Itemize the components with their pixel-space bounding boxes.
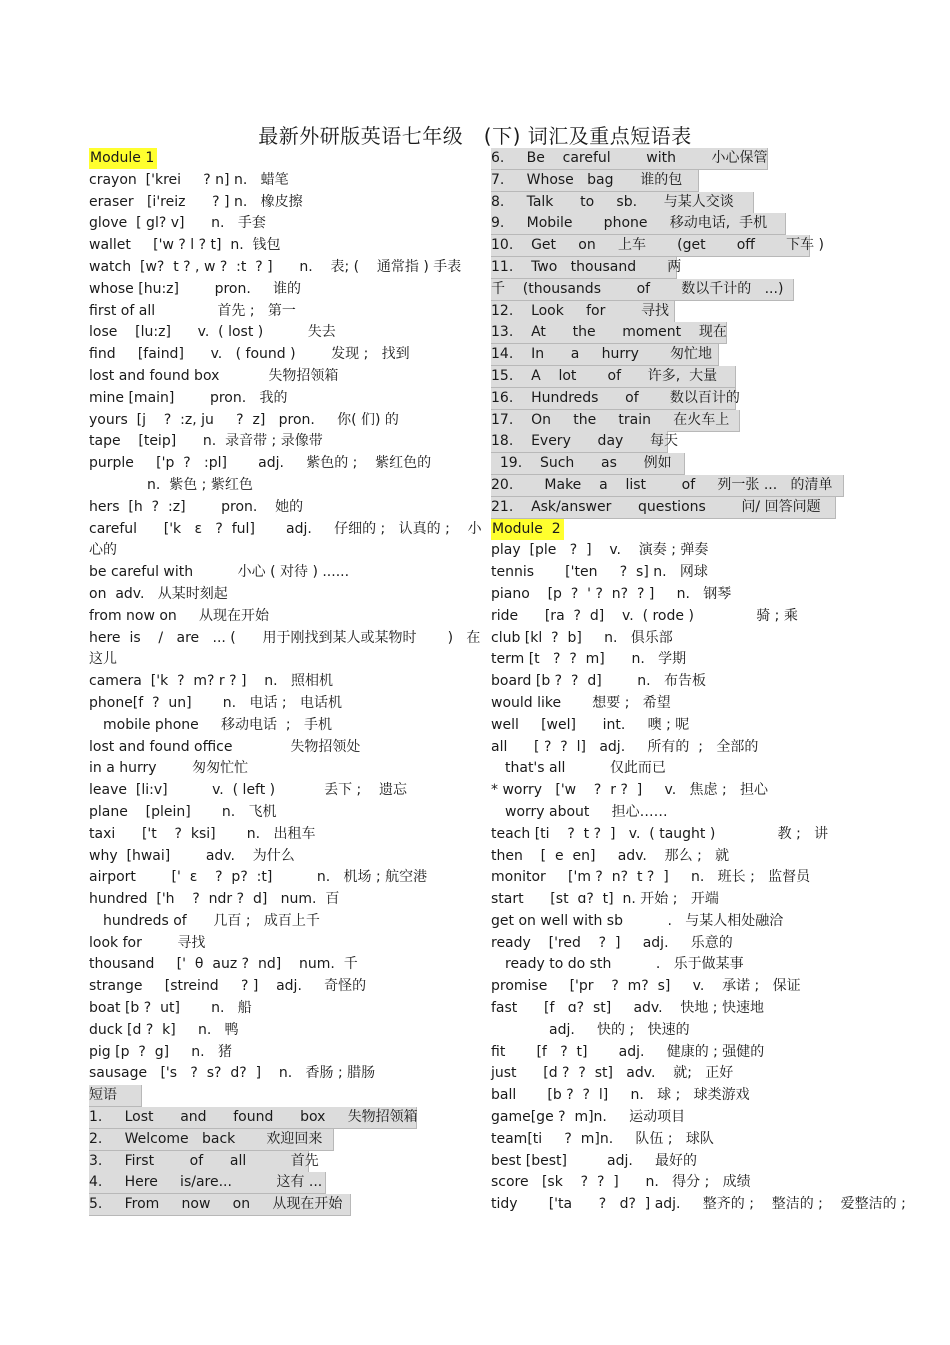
vocab-line [89, 366, 459, 388]
vocab-line [89, 301, 459, 323]
vocab-line [491, 954, 871, 976]
vocab-line [89, 344, 459, 366]
vocab-line-text: that's all 仅此而已 [505, 760, 666, 777]
module-heading: Module 2 [491, 519, 564, 540]
vocab-line-text: be careful with 小心 ( 对待 ) ...... [89, 564, 350, 581]
vocab-line-text: yours [j ? :z, ju ? z] pron. 你( 们) 的 [89, 411, 399, 428]
vocab-line [89, 998, 459, 1020]
vocab-line [89, 497, 459, 519]
vocab-line-text: teach [ti ? t ? ] v. ( taught ) 教 ; 讲 [491, 825, 829, 842]
right-column [491, 148, 906, 1216]
vocab-line [89, 628, 481, 650]
phrase-item: 短语 [89, 1085, 142, 1107]
phrase-item: 17. On the train 在火车上 [491, 410, 740, 432]
vocab-line [491, 1085, 871, 1107]
vocab-line-text: crayon ['krei ? n] n. 蜡笔 [89, 171, 289, 188]
vocab-line [491, 235, 871, 257]
vocab-line [491, 737, 871, 759]
vocab-line [89, 802, 459, 824]
vocab-line [89, 737, 459, 759]
vocab-line-text: get on well with sb . 与某人相处融洽 [491, 912, 784, 929]
vocab-line [89, 322, 459, 344]
vocab-line-text: best [best] adj. 最好的 [491, 1152, 698, 1169]
vocab-line [491, 344, 871, 366]
vocab-line-text: ready ['red ? ] adj. 乐意的 [491, 934, 733, 951]
vocab-line-text: tidy ['ta ? d? ] adj. 整齐的 ; 整洁的 ; 爱整洁的 ; [491, 1196, 906, 1213]
vocab-line-text: purple ['p ? :pl] adj. 紫色的 ; 紫红色的 [89, 455, 432, 472]
vocab-line [89, 584, 459, 606]
vocab-line [491, 279, 871, 301]
vocab-line [491, 933, 871, 955]
vocab-line [89, 519, 482, 541]
vocab-line [491, 519, 871, 541]
vocab-line [89, 671, 459, 693]
vocab-line [491, 1020, 871, 1042]
vocab-line-text: leave [li:v] v. ( left ) 丢下 ; 遗忘 [89, 782, 408, 799]
vocab-line [491, 649, 871, 671]
vocab-line-text: fast [f ɑ? st] adv. 快地 ; 快速地 [491, 1000, 764, 1017]
vocab-line [491, 824, 871, 846]
vocab-line-text: thousand [' θ auz ? nd] num. 千 [89, 956, 358, 973]
vocab-line [491, 1063, 871, 1085]
vocab-line [491, 540, 871, 562]
vocab-line [491, 802, 871, 824]
vocab-line [491, 213, 871, 235]
vocab-line [491, 1194, 906, 1216]
vocab-line [491, 301, 871, 323]
vocab-line-text: strange [streind ? ] adj. 奇怪的 [89, 978, 367, 995]
vocab-line-text: piano [p ? ' ? n? ? ] n. 钢琴 [491, 585, 732, 602]
vocab-line-text: tape [teip] n. 录音带 ; 录像带 [89, 433, 323, 450]
phrase-item: 9. Mobile phone 移动电话, 手机 [491, 213, 786, 235]
vocab-line [89, 1129, 459, 1151]
vocab-line-text: well [wel] int. 噢 ; 呢 [491, 716, 690, 733]
vocab-line-text: ball [b ? ? l] n. 球 ; 球类游戏 [491, 1087, 750, 1104]
vocab-line [491, 1151, 871, 1173]
vocab-line [491, 606, 871, 628]
vocab-line-text: * worry ['w ? r ? ] v. 焦虑 ; 担心 [491, 782, 769, 799]
vocab-line [89, 976, 459, 998]
vocab-line [89, 758, 459, 780]
vocab-line-text: start [st ɑ? t] n. 开始 ; 开端 [491, 891, 719, 908]
vocab-line-text: promise ['pr ? m? s] v. 承诺 ; 保证 [491, 978, 801, 995]
vocab-line [491, 366, 871, 388]
vocab-line [491, 1129, 871, 1151]
vocab-line-text: boat [b ? ut] n. 船 [89, 1000, 252, 1017]
vocab-line-text: eraser [i'reiz ? ] n. 橡皮擦 [89, 193, 303, 210]
vocab-line-text: ride [ra ? d] v. ( rode ) 骑 ; 乘 [491, 607, 798, 624]
vocab-line [89, 1063, 459, 1085]
vocab-line [89, 846, 459, 868]
vocab-line-text: club [kl ? b] n. 俱乐部 [491, 629, 673, 646]
vocab-line [89, 431, 459, 453]
vocab-line [89, 824, 459, 846]
vocab-line [89, 453, 459, 475]
vocab-line [89, 148, 459, 170]
vocab-line [491, 628, 871, 650]
vocab-line [89, 540, 459, 562]
vocab-line-text: plane [plein] n. 飞机 [89, 803, 277, 820]
vocab-line-text: hers [h ? :z] pron. 她的 [89, 498, 304, 515]
phrase-item: 13. At the moment 现在 [491, 322, 727, 344]
vocab-line-text: would like 想要 ; 希望 [491, 694, 671, 711]
vocab-line [491, 671, 871, 693]
vocab-line [491, 584, 871, 606]
vocab-line [89, 1020, 459, 1042]
vocab-line [491, 192, 871, 214]
vocab-line-text: duck [d ? k] n. 鸭 [89, 1021, 239, 1038]
vocab-line [89, 192, 459, 214]
vocab-line [89, 1107, 459, 1129]
vocab-line [491, 410, 871, 432]
vocab-line [89, 279, 459, 301]
phrase-item: 10. Get on 上车 (get off 下车 ) [491, 235, 810, 257]
vocab-line [89, 715, 459, 737]
vocab-line-text: here is / are ... ( 用于刚找到某人或某物时 ) 在 [89, 629, 481, 646]
vocab-line [89, 911, 459, 933]
phrase-item: 千 (thousands of 数以千计的 ...) [491, 279, 794, 301]
vocab-line-text: look for 寻找 [89, 934, 206, 951]
vocab-line [491, 453, 871, 475]
page-title: 最新外研版英语七年级 (下) 词汇及重点短语表 [258, 124, 692, 148]
vocab-line-text: hundreds of 几百 ; 成百上千 [103, 912, 320, 929]
vocab-line [89, 235, 459, 257]
vocab-line-text: why [hwai] adv. 为什么 [89, 847, 295, 864]
vocab-line [491, 562, 871, 584]
phrase-item: 20. Make a list of 列一张 ... 的清单 [491, 475, 844, 497]
phrase-item: 15. A lot of 许多, 大量 [491, 366, 736, 388]
vocab-line [491, 867, 871, 889]
vocab-line-text: glove [ gl? v] n. 手套 [89, 215, 266, 232]
vocab-line [89, 1042, 459, 1064]
module-heading: Module 1 [89, 148, 157, 169]
vocab-line-text: play [ple ? ] v. 演奏 ; 弹奏 [491, 542, 709, 559]
vocab-line [89, 867, 459, 889]
vocab-line-text: 心的 [89, 542, 117, 559]
phrase-item: 19. Such as 例如 [491, 453, 685, 475]
vocab-line-text: airport [' ε ? p? :t] n. 机场 ; 航空港 [89, 869, 428, 886]
vocab-line-text: team[ti ? m]n. 队伍 ; 球队 [491, 1130, 714, 1147]
vocab-line-text: then [ e en] adv. 那么 ; 就 [491, 847, 730, 864]
vocab-line-text: from now on 从现在开始 [89, 607, 270, 624]
vocab-line-text: lost and found box 失物招领箱 [89, 367, 339, 384]
vocab-line-text: 这儿 [89, 651, 117, 668]
phrase-item: 14. In a hurry 匆忙地 [491, 344, 719, 366]
vocab-line [491, 257, 871, 279]
vocab-line [491, 693, 871, 715]
vocab-line-text: tennis ['ten ? s] n. 网球 [491, 564, 708, 581]
vocab-line [491, 1042, 871, 1064]
vocab-line [89, 889, 459, 911]
phrase-item: 21. Ask/answer questions 问/ 回答问题 [491, 497, 836, 519]
vocab-line-text: all [ ? ? l] adj. 所有的 ; 全部的 [491, 738, 759, 755]
phrase-item: 16. Hundreds of 数以百计的 [491, 388, 736, 410]
vocab-line [89, 1172, 459, 1194]
vocab-line [491, 431, 871, 453]
phrase-item: 12. Look for 寻找 [491, 301, 675, 323]
vocab-line [89, 562, 459, 584]
phrase-item: 8. Talk to sb. 与某人交谈 [491, 192, 754, 214]
vocab-line [89, 1085, 459, 1107]
phrase-item: 1. Lost and found box 失物招领箱 [89, 1107, 417, 1129]
vocab-line-text: just [d ? ? st] adv. 就; 正好 [491, 1065, 734, 1082]
vocab-line [89, 649, 459, 671]
vocab-line [89, 170, 459, 192]
vocab-line [491, 148, 871, 170]
vocab-line [491, 911, 871, 933]
vocab-line [491, 998, 871, 1020]
vocab-line-text: adj. 快的 ; 快速的 [549, 1021, 690, 1038]
vocab-line [89, 388, 459, 410]
vocab-line [491, 170, 871, 192]
vocab-line [491, 322, 871, 344]
vocab-line [89, 257, 462, 279]
vocab-line-text: lost and found office 失物招领处 [89, 738, 361, 755]
left-column [89, 148, 482, 1216]
vocab-line [89, 410, 459, 432]
phrase-item: 6. Be careful with 小心保管 [491, 148, 768, 170]
vocab-line-text: careful ['k ε ? ful] adj. 仔细的 ; 认真的 ; 小 [89, 520, 482, 537]
vocab-line [491, 846, 871, 868]
vocab-line-text: term [t ? ? m] n. 学期 [491, 651, 687, 668]
vocab-line [89, 933, 459, 955]
vocab-line-text: ready to do sth . 乐于做某事 [505, 956, 744, 973]
vocab-line-text: on adv. 从某时刻起 [89, 585, 228, 602]
vocab-line-text: mobile phone 移动电话 ; 手机 [103, 716, 332, 733]
vocab-line [89, 213, 459, 235]
vocab-line-text: taxi ['t ? ksi] n. 出租车 [89, 825, 316, 842]
vocab-line-text: worry about 担心…… [505, 803, 668, 820]
vocab-line [89, 693, 459, 715]
vocab-line-text: hundred ['h ? ndr ? d] num. 百 [89, 891, 340, 908]
vocab-line-text: wallet ['w ? l ? t] n. 钱包 [89, 237, 281, 254]
vocab-line-text: fit [f ? t] adj. 健康的 ; 强健的 [491, 1043, 765, 1060]
vocab-line [491, 1107, 871, 1129]
vocab-line [491, 780, 871, 802]
vocab-line-text: camera ['k ? m? r ? ] n. 照相机 [89, 673, 333, 690]
vocab-line [491, 388, 871, 410]
vocab-line-text: find [faind] v. ( found ) 发现 ; 找到 [89, 346, 410, 363]
phrase-item: 18. Every day 每天 [491, 431, 668, 453]
vocab-line-text: n. 紫色 ; 紫红色 [147, 476, 253, 493]
vocab-line [491, 889, 871, 911]
vocab-line-text: score [sk ? ? ] n. 得分 ; 成绩 [491, 1174, 751, 1191]
vocab-line-text: in a hurry 匆匆忙忙 [89, 760, 249, 777]
phrase-item: 11. Two thousand 两 [491, 257, 677, 279]
phrase-item: 7. Whose bag 谁的包 [491, 170, 699, 192]
vocab-line [89, 606, 459, 628]
vocab-line-text: mine [main] pron. 我的 [89, 389, 288, 406]
vocab-line-text: phone[f ? un] n. 电话 ; 电话机 [89, 694, 342, 711]
phrase-item: 5. From now on 从现在开始 [89, 1194, 351, 1216]
phrase-item: 2. Welcome back 欢迎回来 [89, 1129, 334, 1151]
vocab-line-text: whose [hu:z] pron. 谁的 [89, 280, 302, 297]
vocab-line [491, 715, 871, 737]
vocab-line [491, 475, 871, 497]
phrase-item: 4. Here is/are... 这有 ... [89, 1172, 326, 1194]
vocab-line [89, 954, 459, 976]
vocab-line [491, 497, 871, 519]
vocab-line-text: pig [p ? g] n. 猪 [89, 1043, 232, 1060]
vocab-line-text: sausage ['s ? s? d? ] n. 香肠 ; 腊肠 [89, 1065, 376, 1082]
vocab-line-text: first of all 首先 ; 第一 [89, 302, 296, 319]
vocab-line-text: lose [lu:z] v. ( lost ) 失去 [89, 324, 336, 341]
vocab-line-text: board [b ? ? d] n. 布告板 [491, 673, 706, 690]
vocab-line-text: watch [w? t ? , w ? :t ? ] n. 表; ( 通常指 ) 手表 [89, 258, 462, 275]
vocab-line-text: monitor ['m ? n? t ? ] n. 班长 ; 监督员 [491, 869, 811, 886]
vocab-line [491, 758, 871, 780]
vocab-line [89, 1194, 459, 1216]
phrase-item: 3. First of all 首先 [89, 1151, 309, 1173]
vocab-line [89, 1151, 459, 1173]
vocab-line [491, 1172, 871, 1194]
vocab-line [89, 475, 459, 497]
vocab-line [89, 780, 459, 802]
vocab-line-text: game[ge ? m]n. 运动项目 [491, 1109, 686, 1126]
vocab-line [491, 976, 871, 998]
